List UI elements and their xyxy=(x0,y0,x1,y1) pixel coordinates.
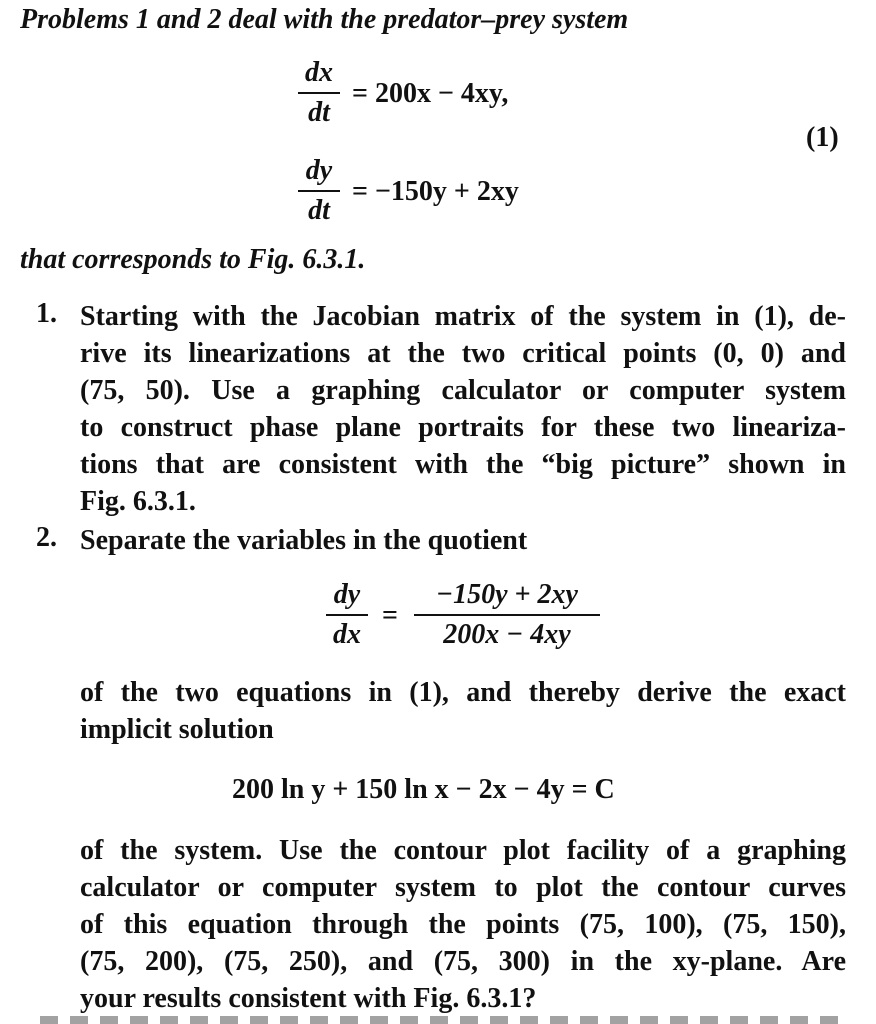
problem-2-line: of the two equations in (1), and thereby derive the exact xyxy=(80,677,846,708)
problem-2-line: your results consistent with Fig. 6.3.1? xyxy=(80,983,537,1014)
quotient-equals: = xyxy=(382,600,398,631)
quotient-left-numerator: dy xyxy=(333,579,361,610)
eq2-denominator: dt xyxy=(308,195,330,226)
problem-1-line: (75, 50). Use a graphing calculator or computer system xyxy=(80,375,846,406)
intro-after: that corresponds to Fig. 6.3.1. xyxy=(20,244,366,275)
problem-2-line: (75, 200), (75, 250), and (75, 300) in the xy-plane. Are xyxy=(80,946,846,977)
cut-off-next-line xyxy=(40,1016,840,1024)
problem-2-line: calculator or computer system to plot the contour curves xyxy=(80,872,846,903)
problem-1-line: tions that are consistent with the “big picture” shown in xyxy=(80,449,846,480)
quotient-right xyxy=(414,578,600,652)
problem-2-intro: Separate the variables in the quotient xyxy=(80,525,528,556)
eq2-rhs: = −150y + 2xy xyxy=(352,176,519,207)
quotient-right-numerator: −150y + 2xy xyxy=(436,579,578,610)
intro-line: Problems 1 and 2 deal with the predator–prey system xyxy=(20,4,629,35)
equation-number: (1) xyxy=(806,122,839,153)
eq1-numerator: dx xyxy=(305,57,333,88)
problem-2-number: 2. xyxy=(36,522,57,553)
fraction-bar xyxy=(298,92,340,94)
problem-2-line: of this equation through the points (75, 100), (75, 150), xyxy=(80,909,846,940)
eq2-fraction xyxy=(298,154,340,228)
quotient-left xyxy=(326,578,368,652)
problem-1-line: rive its linearizations at the two critical points (0, 0) and xyxy=(80,338,846,369)
problem-2-line: implicit solution xyxy=(80,714,274,745)
implicit-solution: 200 ln y + 150 ln x − 2x − 4y = C xyxy=(232,774,615,805)
eq1-denominator: dt xyxy=(308,97,330,128)
fraction-bar xyxy=(414,614,600,616)
quotient-right-denominator: 200x − 4xy xyxy=(443,619,571,650)
problem-1-line: Fig. 6.3.1. xyxy=(80,486,196,517)
problem-2-end xyxy=(80,832,846,1017)
problem-1-line: to construct phase plane portraits for these two lineariza- xyxy=(80,412,846,443)
quotient-left-denominator: dx xyxy=(333,619,361,650)
problem-1-text xyxy=(80,298,846,520)
problem-1-number: 1. xyxy=(36,298,57,329)
eq2-numerator: dy xyxy=(305,155,333,186)
eq1-rhs: = 200x − 4xy, xyxy=(352,78,509,109)
problem-1-line: Starting with the Jacobian matrix of the system in (1), de- xyxy=(80,301,846,332)
eq1-fraction xyxy=(298,56,340,130)
fraction-bar xyxy=(326,614,368,616)
fraction-bar xyxy=(298,190,340,192)
problem-2-mid xyxy=(80,674,846,748)
problem-2-line: of the system. Use the contour plot facility of a graphing xyxy=(80,835,846,866)
